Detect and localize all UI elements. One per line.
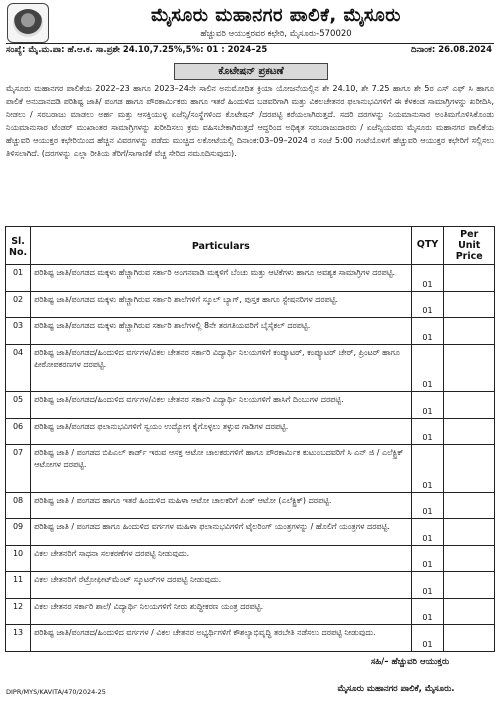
row-qty: 01: [411, 392, 444, 419]
row-qty: 01: [411, 545, 444, 572]
row-sl-no: 08: [6, 492, 31, 519]
row-sl-no: 11: [6, 572, 31, 599]
row-qty: 01: [411, 572, 444, 599]
row-particulars: ಪರಿಶಿಷ್ಟ ಜಾತಿ/ಪಂಗಡದ/ಹಿಂದುಳಿದ ವರ್ಗಗಳ/ವಿಕಲ ಚೇತನರ ಸರ್ಕಾರಿ ವಿದ್ಯಾರ್ಥಿ ನಿಲಯಗಳಿಗೆ ಕಂಪ್ಯೂಟರ್, ಕಂಪ್ಯೂಟರ್ ಚೇರ್, ಪ್ರಿಂಟರ್ ಹಾಗೂ ಪೀಠೋಪಕರಣಗಳ ದರಪಟ್ಟಿ.: [31, 344, 411, 392]
row-per-unit-price: [444, 492, 495, 519]
row-particulars: ಪರಿಶಿಷ್ಟ ಜಾತಿ/ಪಂಗಡದ/ಹಿಂದುಳಿದ ವರ್ಗಗಳ / ವಿಕಲ ಚೇತನರ ಅಭ್ಯರ್ಥಿಗಳಿಗೆ ಕೌಶಲ್ಯಾಭಿವೃದ್ಧಿ ತರಬೇತಿ ನಡೆಸಲು ದರಪಟ್ಟಿ ನೀಡುವುದು.: [31, 625, 411, 652]
table-row: [6, 291, 495, 318]
row-sl-no: 09: [6, 519, 31, 546]
row-sl-no: 05: [6, 392, 31, 419]
row-particulars: ಪರಿಶಿಷ್ಟ ಜಾತಿ/ಪಂಗಡದ ಮಕ್ಕಳು ಹೆಚ್ಚಾಗಿರುವ ಸರ್ಕಾರಿ ಶಾಲೆಗಳಲ್ಲಿ 8ನೇ ತರಗತಿಯವರಿಗೆ ಬೈಸೈಕಲ್ ದರಪಟ್ಟಿ.: [31, 318, 411, 345]
row-sl-no: 02: [6, 291, 31, 318]
row-per-unit-price: [444, 445, 495, 493]
row-per-unit-price: [444, 418, 495, 445]
row-qty: 01: [411, 625, 444, 652]
reference-number: ಸಂಖ್ಯೆ: ಮೈ.ಮ.ಪಾ: ಹೆ.ಆ.ಕ. ಸಾ.ಪ್ರಶೇ 24.10,7.25%,5%: 01 : 2024–25: [6, 45, 268, 55]
header-particulars: Particulars: [31, 227, 411, 265]
row-sl-no: 04: [6, 344, 31, 392]
row-particulars: ಪರಿಶಿಷ್ಟ ಜಾತಿ/ಪಂಗಡದ ಮಕ್ಕಳು ಹೆಚ್ಚಾಗಿರುವ ಸರ್ಕಾರಿ ಅಂಗನವಾಡಿ ಮಕ್ಕಳಿಗೆ ಬೆಂಚು ಮತ್ತು ಆಟಿಕೆಗಳು ಹಾಗೂ ಅವಶ್ಯಕ ಸಾಮಾಗ್ರಿಗಳ ದರಪಟ್ಟಿ.: [31, 265, 411, 292]
row-particulars: ಪರಿಶಿಷ್ಟ ಜಾತಿ/ಪಂಗಡದ ಫಲಾನುಭವಿಗಳಿಗೆ ಸ್ವಯಂ ಉದ್ಯೋಗ ಕೈಗೊಳ್ಳಲು ತಳ್ಳುವ ಗಾಡಿಗಳ ದರಪಟ್ಟಿ.: [31, 418, 411, 445]
header-qty: QTY: [411, 227, 444, 265]
row-per-unit-price: [444, 545, 495, 572]
table-row: [6, 418, 495, 445]
row-qty: 01: [411, 445, 444, 493]
table-row: [6, 445, 495, 493]
row-per-unit-price: [444, 318, 495, 345]
notice-title: ಕೊಟೇಷನ್ ಪ್ರಕಟಣೆ: [174, 63, 328, 80]
row-per-unit-price: [444, 572, 495, 599]
row-particulars: ವಿಕಲ ಚೇತನರಿಗೆ ರೆಟ್ರೋಫೀಟ್‌ಮೆಂಟ್ ಸ್ಕೂಟರ್‌ಗಳ ದರಪಟ್ಟಿ ನೀಡುವುದು.: [31, 572, 411, 599]
row-sl-no: 12: [6, 598, 31, 625]
table-row: [6, 545, 495, 572]
corporation-address: ಹೆಚ್ಚುವರಿ ಆಯುಕ್ತರವರ ಕಛೇರಿ, ಮೈಸೂರು-570020: [200, 29, 352, 39]
signature-title: ಸಹಿ/– ಹೆಚ್ಚುವರಿ ಆಯುಕ್ತರು: [370, 657, 450, 667]
header-sl-no: Sl. No.: [6, 227, 31, 265]
row-particulars: ಪರಿಶಿಷ್ಟ ಜಾತಿ / ಪಂಗಡದ ಹಾಗೂ ಹಿಂದುಳಿದ ವರ್ಗಗಳ ಮಹಿಳಾ ಫಲಾನುಭವಿಗಳಿಗೆ ಟೈಲರಿಂಗ್ ಯಂತ್ರಗಳನ್ನು / ಹೊಲಿಗೆ ಯಂತ್ರಗಳ ದರಪಟ್ಟಿ.: [31, 519, 411, 546]
row-sl-no: 06: [6, 418, 31, 445]
corporation-emblem-icon: [7, 3, 49, 43]
row-sl-no: 03: [6, 318, 31, 345]
table-row: [6, 318, 495, 345]
row-sl-no: 10: [6, 545, 31, 572]
header-per-unit-price: Per Unit Price: [444, 227, 495, 265]
table-row: [6, 598, 495, 625]
corporation-name: ಮೈಸೂರು ಮಹಾನಗರ ಪಾಲಿಕೆ, ಮೈಸೂರು: [150, 5, 402, 26]
row-particulars: ಪರಿಶಿಷ್ಟ ಜಾತಿ / ಪಂಗಡದ ಹಾಗೂ ಇತರೆ ಹಿಂದುಳಿದ ಮಹಿಳಾ ಆಟೋ ಚಾಲಕರಿಗೆ ಪಿಂಕ್ ಆಟೋ (ಎಲೆಕ್ಟ್ರಿಕ್) ದರಪಟ್ಟಿ.: [31, 492, 411, 519]
items-table: [5, 226, 495, 652]
row-per-unit-price: [444, 625, 495, 652]
row-particulars: ಪರಿಶಿಷ್ಟ ಜಾತಿ/ಪಂಗಡದ/ಹಿಂದುಳಿದ ವರ್ಗಗಳ/ವಿಕಲ ಚೇತನರ ಸರ್ಕಾರಿ ವಿದ್ಯಾರ್ಥಿ ನಿಲಯಗಳಿಗೆ ಹಾಸಿಗೆ ದಿಂಬುಗಳ ದರಪಟ್ಟಿ.: [31, 392, 411, 419]
row-qty: 01: [411, 492, 444, 519]
row-sl-no: 13: [6, 625, 31, 652]
row-particulars: ಪರಿಶಿಷ್ಟ ಜಾತಿ/ಪಂಗಡದ ಮಕ್ಕಳು ಹೆಚ್ಚಾಗಿರುವ ಸರ್ಕಾರಿ ಶಾಲೆಗಳಿಗೆ ಸ್ಕೂಲ್ ಬ್ಯಾಗ್, ಪುಸ್ತಕ ಹಾಗೂ ಸ್ಟೇಷನರಿಗಳ ದರಪಟ್ಟಿ.: [31, 291, 411, 318]
table-row: [6, 344, 495, 392]
row-particulars: ವಿಕಲ ಚೇತನರಿಗೆ ಸಾಧನಾ ಸಲಕರಣೆಗಳ ದರಪಟ್ಟಿ ನೀಡುವುದು.: [31, 545, 411, 572]
row-per-unit-price: [444, 344, 495, 392]
row-qty: 01: [411, 291, 444, 318]
row-qty: 01: [411, 418, 444, 445]
row-qty: 01: [411, 344, 444, 392]
table-row: [6, 492, 495, 519]
table-row: [6, 392, 495, 419]
notice-date: ದಿನಾಂಕ: 26.08.2024: [411, 45, 492, 55]
row-qty: 01: [411, 598, 444, 625]
letterhead: [6, 3, 494, 44]
row-sl-no: 01: [6, 265, 31, 292]
signature-office: ಮೈಸೂರು ಮಹಾನಗರ ಪಾಲಿಕೆ, ಮೈಸೂರು.: [337, 684, 455, 694]
row-per-unit-price: [444, 265, 495, 292]
row-qty: 01: [411, 318, 444, 345]
table-row: [6, 572, 495, 599]
table-row: [6, 265, 495, 292]
table-row: [6, 519, 495, 546]
reference-row: [6, 45, 494, 57]
row-qty: 01: [411, 265, 444, 292]
row-per-unit-price: [444, 392, 495, 419]
row-per-unit-price: [444, 291, 495, 318]
row-per-unit-price: [444, 598, 495, 625]
dipr-reference-code: DIPR/MYS/KAVITA/470/2024-25: [6, 688, 106, 696]
row-sl-no: 07: [6, 445, 31, 493]
notice-body: ಮೈಸೂರು ಮಹಾನಗರ ಪಾಲಿಕೆಯ 2022–23 ಹಾಗೂ 2023–24ನೇ ಸಾಲಿನ ಅನುಮೋದಿತ ಕ್ರಿಯಾ ಯೋಜನೆಯಲ್ಲಿನ ಶೇ 24.10, ಶೇ 7.25 ಹಾಗೂ ಶೇ 5ರ ಎಸ್ ಎಫ್ ಸಿ ಹಾಗೂ ಪಾಲಿಕೆ ಅನುದಾನದಡಿ ಪರಿಶಿಷ್ಟ ಜಾತಿ/ ಪಂಗಡ ಹಾಗೂ ಪೌರಕಾರ್ಮಿಕರು ಹಾಗೂ ಇತರೆ ಹಿಂದುಳಿದ ಬಡವರಿಗಾಗಿ ಮತ್ತು ವಿಕಲಚೇತನರ ಫಲಾನುಭವಿಗಳಿಗೆ ಈ ಕೆಳಕಂಡ ಸಾಮಾಗ್ರಿಗಳನ್ನು ಖರೀದಿಸಿ, ನೀಡಲು / ಸರಬರಾಜು ಮಾಡಲು ಅರ್ಹ ಮತ್ತು ಆಸಕ್ತಿಯುಳ್ಳ ಏಜೆನ್ಸಿ/ಸಂಸ್ಥೆಗಳಿಂದ ಕೊಟೇಷನ್ /ದರಪಟ್ಟಿ ಕರೆಯಲಾಗಿರುತ್ತದೆ. ಸದರಿ ದರಗಳನ್ನು ನಿಯಮಾನುಸಾರ ಅಂತಿಮಗೊಳಿಸಿಕೊಂಡು ನಿಯಮಾನುಸಾರ ಟೆಂಡರ್ ಮುಖಾಂತರ ಸಾಮಾಗ್ರಿಗಳನ್ನು ಖರೀದಿಸಲು ಕ್ರಮ ವಹಿಸಬೇಕಾಗಿರುತ್ತದೆ ಆದ್ದರಿಂದ ಅಧಿಕೃತ ಸರಬರಾಜುದಾರರು / ಏಜೆನ್ಸಿಯವರು ಮೈಸೂರು ಮಹಾನಗರ ಪಾಲಿಕೆಯ ಹೆಚ್ಚುವರಿ ಆಯುಕ್ತರ ಕಛೇರಿಯಿಂದ ಹೆಚ್ಚಿನ ವಿವರಗಳನ್ನು ಪಡೆದು ಮುಚ್ಚಿದ ಲಕೋಟೆಯಲ್ಲಿ ದಿನಾಂಕ:03–09–2024 ರ ಸಂಜೆ 5:00 ಗಂಟೆಯೊಳಗೆ ಹೆಚ್ಚುವರಿ ಆಯುಕ್ತರ ಕಛೇರಿಗೆ ಸಲ್ಲಿಸಲು ತಿಳಿಸಲಾಗಿದೆ. (ದರಗಳನ್ನು ಎಲ್ಲಾ ರೀತಿಯ ತೆರಿಗೆ/ಸಾಗಾಣಿಕೆ ವೆಚ್ಚ ಸೇರಿದ ನಮೂದಿಸುವುದು).: [6, 84, 494, 159]
table-row: [6, 625, 495, 652]
row-particulars: ಪರಿಶಿಷ್ಟ ಜಾತಿ / ಪಂಗಡದ ಬಿಪಿಎಲ್ ಕಾರ್ಡ್ ಇರುವ ಆಸಕ್ತ ಆಟೋ ಚಾಲಕರುಗಳಿಗೆ ಹಾಗೂ ಪೌರಕಾರ್ಮಿಕ ಕುಟುಂಬದವರಿಗೆ ಸಿ ಎನ್ ಜಿ / ಎಲೆಕ್ಟ್ರಿಕ್ ಆಟೋಗಳ ದರಪಟ್ಟಿ.: [31, 445, 411, 493]
row-per-unit-price: [444, 519, 495, 546]
row-qty: 01: [411, 519, 444, 546]
table-header-row: [6, 227, 495, 265]
row-particulars: ವಿಕಲ ಚೇತನರ ಸರ್ಕಾರಿ ಶಾಲೆ/ ವಿದ್ಯಾರ್ಥಿ ನಿಲಯಗಳಿಗೆ ನೀರು ಶುದ್ಧೀಕರಣ ಯಂತ್ರ ದರಪಟ್ಟಿ.: [31, 598, 411, 625]
